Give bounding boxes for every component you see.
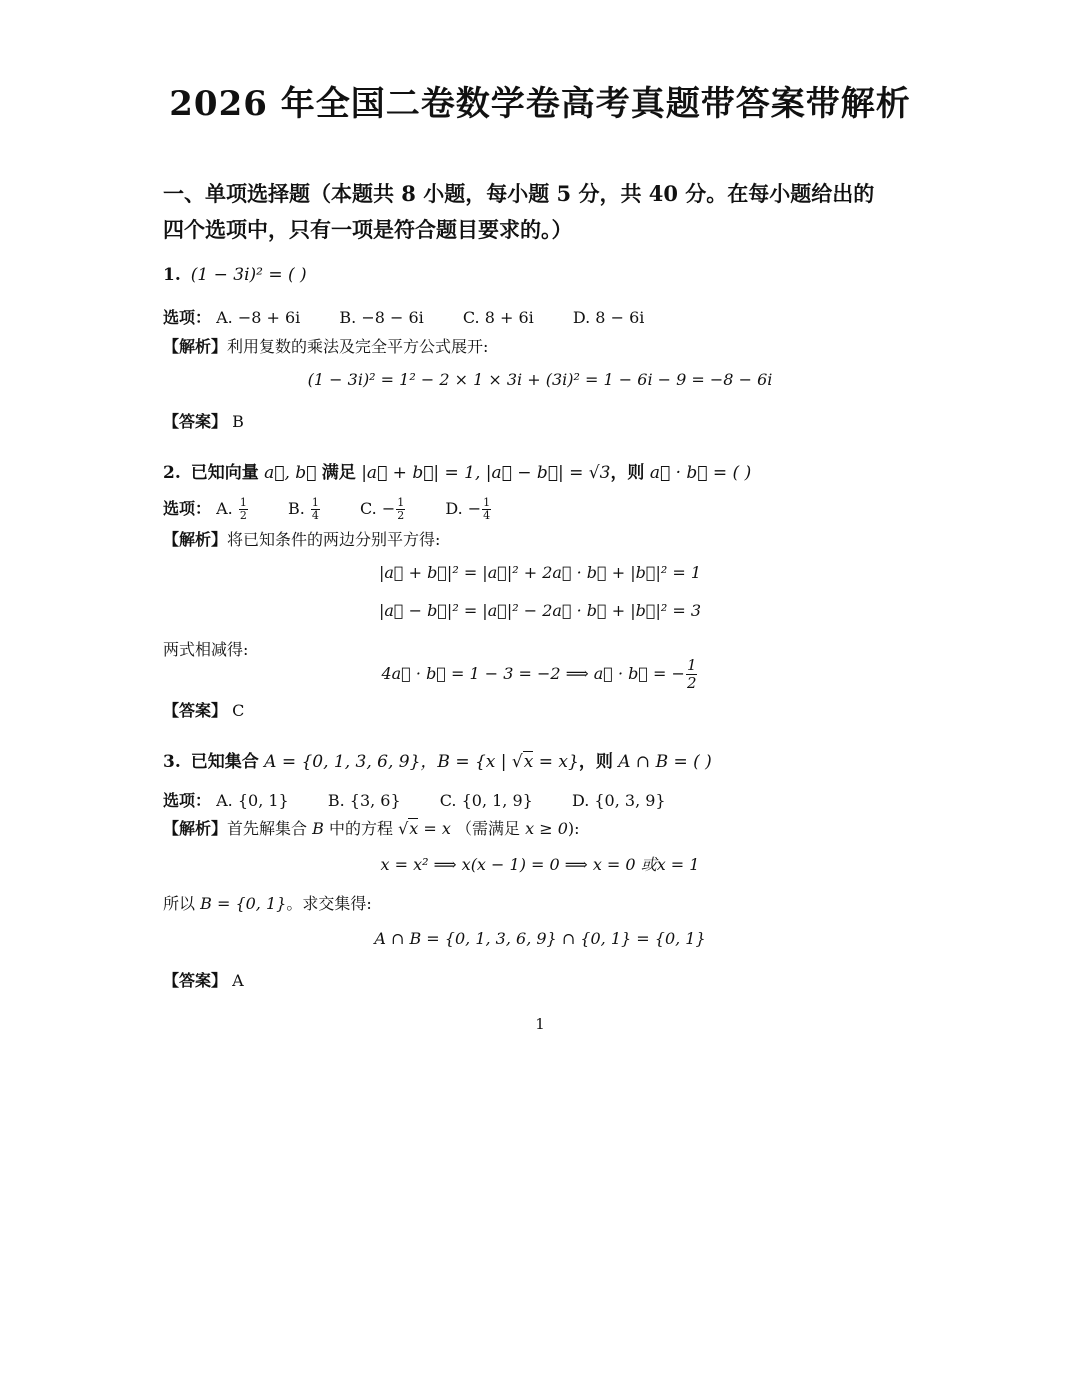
answer-label: 【答案】 [163, 701, 228, 720]
question-2-options [163, 496, 526, 522]
option-c: C. {0, 1, 9} [439, 791, 533, 810]
option-prefix: B. [287, 499, 305, 518]
analysis-text: 将已知条件的两边分别平方得: [227, 530, 441, 549]
sqrt-radicand: x [409, 819, 419, 838]
analysis-label: 【解析】 [163, 337, 228, 356]
section-heading-line-2: 四个选项中，只有一项是符合题目要求的。） [163, 217, 573, 242]
question-2-equation-1: |a⃗ + b⃗|² = |a⃗|² + 2a⃗ · b⃗ + |b⃗|² = 1 [378, 563, 702, 582]
answer-label: 【答案】 [163, 971, 228, 990]
question-2-answer [163, 698, 244, 721]
option-c: C. 8 + 6i [462, 308, 534, 327]
sqrt-radicand: x [523, 752, 534, 772]
denominator: 4 [483, 509, 491, 522]
fraction [396, 497, 405, 522]
question-3-answer [163, 968, 244, 991]
analysis-math: B [312, 819, 324, 838]
fraction [239, 497, 248, 522]
fraction [686, 657, 698, 692]
stem-math: A ∩ B = ( ) [618, 752, 712, 772]
stem-text: 满足 [321, 463, 356, 483]
denominator: 2 [686, 674, 697, 692]
analysis-math: = x [418, 819, 451, 838]
numerator: 1 [483, 496, 491, 509]
stem-text: ，则 [578, 752, 613, 772]
sqrt-expression: √x [511, 752, 534, 772]
question-1-equation: (1 − 3i)² = 1² − 2 × 1 × 3i + (3i)² = 1 − 6i − 9 = −8 − 6i [307, 370, 773, 389]
denominator: 2 [397, 509, 405, 522]
question-3-equation-2: A ∩ B = {0, 1, 3, 6, 9} ∩ {0, 1} = {0, 1} [374, 929, 706, 948]
question-1-stem [163, 265, 307, 285]
question-2-analysis [163, 527, 440, 550]
analysis-label: 【解析】 [163, 819, 228, 838]
question-number: 1. [163, 265, 181, 285]
page-number: 1 [535, 1015, 545, 1033]
numerator: 1 [686, 656, 697, 674]
option-prefix: D. [445, 499, 463, 518]
analysis-text: 中的方程 [328, 819, 393, 838]
denominator: 4 [311, 509, 319, 522]
option-a: A. {0, 1} [216, 791, 289, 810]
answer-value: A [232, 971, 244, 990]
so-text: 所以 [163, 894, 196, 913]
answer-value: C [232, 701, 245, 720]
question-1-options [163, 305, 678, 328]
stem-text: 已知集合 [190, 752, 259, 772]
stem-math: a⃗ · b⃗ = ( ) [649, 463, 752, 483]
option-d [445, 497, 492, 522]
stem-math: a⃗, b⃗ [264, 463, 317, 483]
option-d: D. {0, 3, 9} [571, 791, 666, 810]
options-label: 选项： [163, 499, 212, 518]
question-3-stem [163, 747, 712, 772]
stem-math: A = {0, 1, 3, 6, 9}，B = {x | [264, 752, 512, 772]
question-2-equation-3 [0, 657, 1080, 692]
section-heading-line-1: 一、单项选择题（本题共 8 小题，每小题 5 分，共 40 分。在每小题给出的 [163, 181, 875, 206]
question-1-analysis [163, 334, 488, 357]
analysis-text: ): [567, 819, 580, 838]
sqrt-expression: √x = x [398, 819, 451, 838]
question-1-expression: (1 − 3i)² = ( ) [190, 265, 307, 285]
stem-math: = x} [533, 752, 579, 772]
answer-label: 【答案】 [163, 412, 228, 431]
question-2-stem [163, 458, 751, 483]
option-b [288, 497, 321, 522]
option-d: D. 8 − 6i [572, 308, 645, 327]
analysis-math: x ≥ 0 [525, 819, 568, 838]
so-math: B = {0, 1} [200, 894, 287, 913]
question-2-subtract-text: 两式相减得: [163, 640, 249, 659]
option-sign: − [467, 499, 482, 518]
question-2-equation-2: |a⃗ − b⃗|² = |a⃗|² − 2a⃗ · b⃗ + |b⃗|² = 3 [378, 601, 702, 620]
stem-math: |a⃗ + b⃗| = 1, |a⃗ − b⃗| = √3 [361, 463, 611, 483]
section-heading [163, 176, 923, 248]
analysis-text: 首先解集合 [227, 819, 308, 838]
option-b: B. {3, 6} [327, 791, 401, 810]
option-sign: − [381, 499, 396, 518]
numerator: 1 [311, 496, 319, 509]
option-a [216, 497, 249, 522]
stem-text: ，则 [610, 463, 645, 483]
equation-text: 4a⃗ · b⃗ = 1 − 3 = −2 ⟹ a⃗ · b⃗ = − [381, 664, 685, 683]
question-3-options [163, 788, 700, 811]
fraction [311, 497, 320, 522]
option-prefix: C. [359, 499, 377, 518]
question-3-analysis [163, 816, 580, 839]
fraction [482, 497, 491, 522]
question-number: 2. [163, 463, 181, 483]
option-b: B. −8 − 6i [339, 308, 424, 327]
question-3-so-text [163, 891, 372, 914]
answer-value: B [232, 412, 244, 431]
option-c [360, 497, 406, 522]
page-title: 2026 年全国二卷数学卷高考真题带答案带解析 [169, 84, 911, 124]
question-1-answer [163, 409, 244, 432]
analysis-text: （需满足 [456, 819, 521, 838]
question-3-equation-1: x = x² ⟹ x(x − 1) = 0 ⟹ x = 0 或x = 1 [380, 855, 700, 874]
numerator: 1 [239, 496, 247, 509]
options-label: 选项： [163, 308, 212, 327]
option-a: A. −8 + 6i [216, 308, 301, 327]
options-label: 选项： [163, 791, 212, 810]
analysis-text: 利用复数的乘法及完全平方公式展开: [227, 337, 489, 356]
option-prefix: A. [216, 499, 233, 518]
stem-text: 已知向量 [190, 463, 259, 483]
analysis-label: 【解析】 [163, 530, 228, 549]
question-number: 3. [163, 752, 181, 772]
numerator: 1 [397, 496, 405, 509]
denominator: 2 [239, 509, 247, 522]
so-text: 。求交集得: [286, 894, 372, 913]
